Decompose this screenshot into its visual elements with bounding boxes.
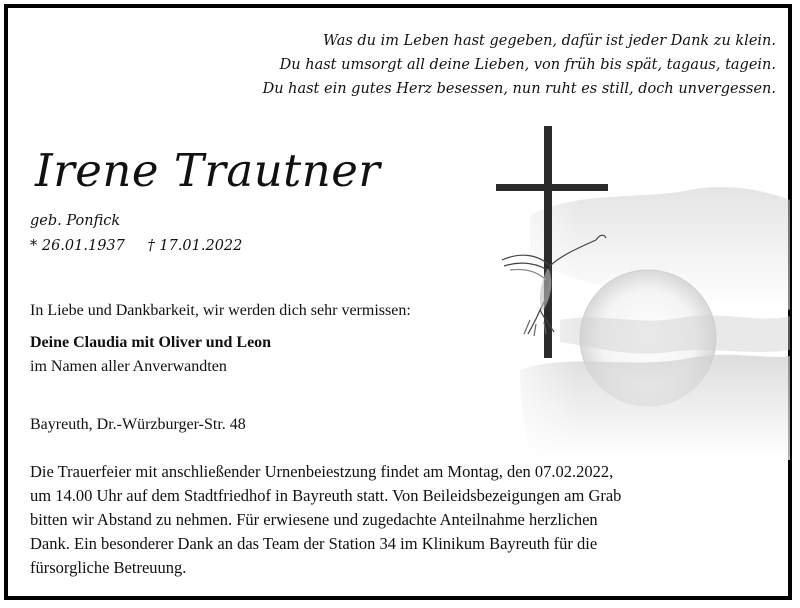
farewell-line: In Liebe und Dankbarkeit, wir werden dich sehr vermissen: bbox=[30, 302, 411, 319]
life-dates bbox=[30, 238, 242, 254]
notice-line-2: um 14.00 Uhr auf dem Stadtfriedhof in Bayreuth statt. Von Beileidsbezeigungen am Grab bbox=[30, 486, 622, 505]
birth-name: geb. Ponfick bbox=[30, 213, 121, 229]
poem bbox=[263, 29, 776, 101]
funeral-notice bbox=[30, 460, 770, 580]
family-names: Deine Claudia mit Oliver und Leon bbox=[30, 334, 272, 351]
notice-line-1: Die Trauerfeier mit anschließender Urnenbeiestzung findet am Montag, den 07.02.2022, bbox=[30, 462, 614, 481]
notice-line-3: bitten wir Abstand zu nehmen. Für erwiesene und zugedachte Anteilnahme herzlichen bbox=[30, 510, 598, 529]
deceased-name: Irene Trautner bbox=[35, 144, 381, 197]
poem-line-2: Du hast umsorgt all deine Lieben, von früh bis spät, tagaus, tagein. bbox=[279, 57, 776, 73]
address: Bayreuth, Dr.-Würzburger-Str. 48 bbox=[30, 416, 246, 433]
death-date: † 17.01.2022 bbox=[147, 238, 243, 254]
notice-line-4: Dank. Ein besonderer Dank an das Team der Station 34 im Klinikum Bayreuth für die bbox=[30, 534, 598, 553]
left-fade-overlay bbox=[490, 120, 790, 460]
relatives-line: im Namen aller Anverwandten bbox=[30, 358, 227, 375]
poem-line-3: Du hast ein gutes Herz besessen, nun ruht es still, doch unvergessen. bbox=[262, 81, 776, 97]
notice-line-5: fürsorgliche Betreuung. bbox=[30, 558, 187, 577]
birth-date: * 26.01.1937 bbox=[30, 238, 125, 254]
cross-dove-sun-illustration bbox=[490, 120, 790, 460]
poem-line-1: Was du im Leben hast gegeben, dafür ist jeder Dank zu klein. bbox=[323, 33, 776, 49]
cross-horizontal-beam bbox=[496, 184, 608, 191]
